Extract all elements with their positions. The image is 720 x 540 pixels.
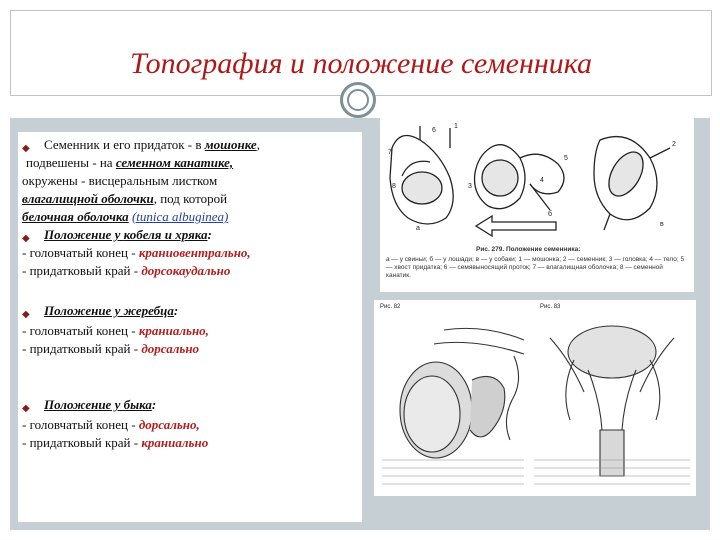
section-header-dog-pig: Положение у кобеля и хряка: xyxy=(44,227,212,242)
section-line: - придатковый край - дорсально xyxy=(22,341,200,356)
para1-line3: окружены - висцеральным листком xyxy=(22,173,218,188)
para1-line1: Семенник и его придаток - в мошонке, xyxy=(44,137,260,152)
label-3: 3 xyxy=(468,183,472,190)
bullet-icon: ◆ xyxy=(22,233,30,244)
section-header-bull: Положение у быка: xyxy=(44,397,157,412)
figure-testis-position xyxy=(380,118,694,292)
figure-horse-bull xyxy=(374,300,696,496)
label-4: 4 xyxy=(540,177,544,184)
para1-line4: влагалищной оболочки, под которой xyxy=(22,191,228,206)
label-v: в xyxy=(660,221,664,228)
para1-line5: белочная оболочка (tunica albuginea) xyxy=(22,209,229,224)
section-line: - головчатый конец - дорсально, xyxy=(22,417,200,432)
bullet-icon: ◆ xyxy=(22,403,30,414)
text-panel xyxy=(18,132,362,522)
slide-title: Топография и положение семенника xyxy=(129,47,593,80)
section-line: - головчатый конец - краниально, xyxy=(22,323,209,338)
section-line: - головчатый конец - краниовентрально, xyxy=(22,245,251,260)
fig-bottom-right-title: Рис. 83 xyxy=(540,304,561,310)
label-8: 8 xyxy=(392,183,396,190)
fig-top-caption: а — у свиньи; б — у лошади; в — у собаки; 1 — мошонка; 2 — семенник; 3 — головка; 4 — тело; 5 — хвост придатка; 6 — семявыносящий проток; 7 — влагалищная оболочка; 8 — семенной канатик. xyxy=(386,256,685,279)
label-a: а xyxy=(416,225,420,232)
fig-top-caption-title: Рис. 279. Положение семенника: xyxy=(476,246,581,253)
section-line: - придатковый край - дорсокаудально xyxy=(22,263,231,278)
para1-line2: подвешены - на семенном канатике, xyxy=(26,155,234,170)
label-5: 6 xyxy=(432,127,436,134)
label-1: 1 xyxy=(454,123,458,130)
ornament-circle-icon xyxy=(340,82,376,118)
label-7: 5 xyxy=(564,155,568,162)
label-6: 7 xyxy=(388,149,392,156)
section-line: - придатковый край - краниально xyxy=(22,435,209,450)
horse-bull-diagram xyxy=(374,300,696,496)
label-b: б xyxy=(548,211,553,218)
section-header-horse: Положение у жеребца: xyxy=(44,303,179,318)
label-2: 2 xyxy=(672,141,676,148)
bullet-icon: ◆ xyxy=(22,309,30,320)
fig-bottom-left-title: Рис. 82 xyxy=(380,304,401,310)
bullet-icon: ◆ xyxy=(22,143,30,154)
